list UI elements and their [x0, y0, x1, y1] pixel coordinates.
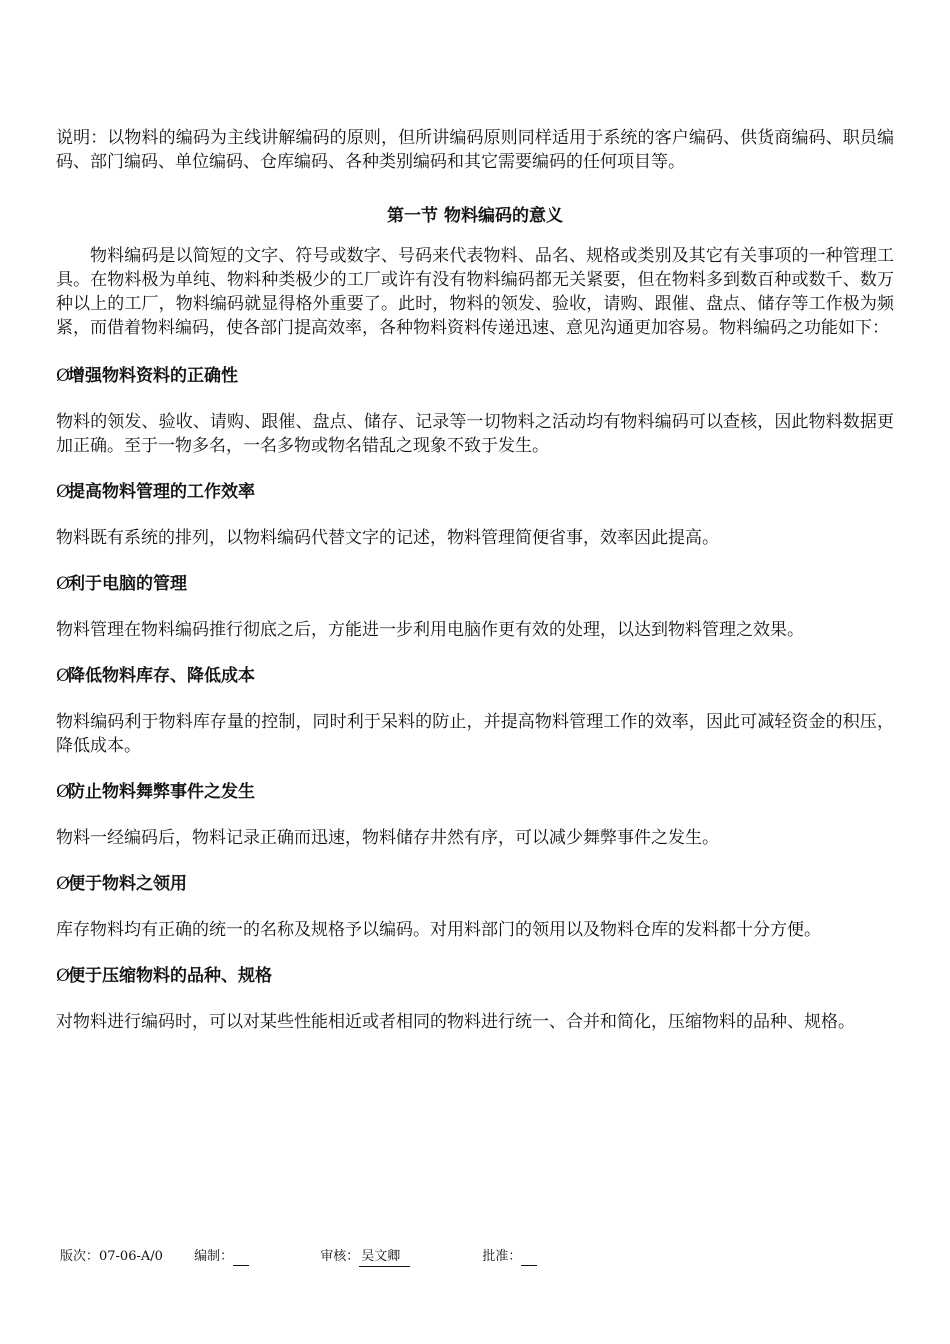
intro-note: 说明：以物料的编码为主线讲解编码的原则，但所讲编码原则同样适用于系统的客户编码、供货商编码、职员编码、部门编码、单位编码、仓库编码、各种类别编码和其它需要编码的任何项目等。 — [56, 128, 894, 172]
bullet-symbol: Ø — [56, 966, 70, 986]
bullet-symbol: Ø — [56, 482, 70, 502]
function-body: 库存物料均有正确的统一的名称及规格予以编码。对用料部门的领用以及物料仓库的发料都十分方便。 — [56, 920, 821, 940]
function-heading — [56, 480, 894, 504]
function-item — [56, 664, 894, 758]
function-heading — [56, 572, 894, 596]
function-heading-text: 便于压缩物料的品种、规格 — [68, 966, 272, 986]
approve-blank — [521, 1251, 537, 1266]
prepared-by — [194, 1248, 316, 1266]
function-item — [56, 780, 894, 850]
bullet-symbol: Ø — [56, 574, 70, 594]
function-item — [56, 572, 894, 642]
reviewer-name: 吴文卿 — [359, 1248, 410, 1267]
section-title: 第一节 物料编码的意义 — [387, 206, 563, 226]
bullet-symbol: Ø — [56, 782, 70, 802]
bullet-symbol: Ø — [56, 874, 70, 894]
function-heading-text: 提高物料管理的工作效率 — [68, 482, 255, 502]
function-item — [56, 364, 894, 458]
approve-label: 批准： — [482, 1249, 522, 1264]
function-item — [56, 480, 894, 550]
function-heading — [56, 964, 894, 988]
function-item — [56, 872, 894, 942]
review-label: 审核： — [320, 1249, 360, 1264]
overview-paragraph: 物料编码是以简短的文字、符号或数字、号码来代表物料、品名、规格或类别及其它有关事项的一种管理工具。在物料极为单纯、物料种类极少的工厂或许有没有物料编码都无关紧要，但在物料多到数百种或数千、数万种以上的工厂，物料编码就显得格外重要了。此时，物料的领发、验收，请购、跟催、盘点、储存等工作极为频紧，而借着物料编码，使各部门提高效率，各种物料资料传递迅速、意见沟通更加容易。物料编码之功能如下： — [56, 246, 894, 338]
approved-by — [482, 1248, 537, 1266]
document-footer — [60, 1248, 537, 1267]
function-heading — [56, 664, 894, 688]
document-body — [56, 126, 894, 1056]
function-heading-text: 增强物料资料的正确性 — [68, 366, 238, 386]
function-heading-text: 便于物料之领用 — [68, 874, 187, 894]
function-heading-text: 利于电脑的管理 — [68, 574, 187, 594]
reviewed-by — [320, 1248, 478, 1267]
function-heading — [56, 872, 894, 896]
function-heading-text: 防止物料舞弊事件之发生 — [68, 782, 255, 802]
prepared-blank — [233, 1251, 249, 1266]
version-label: 版次：07-06-A/0 — [60, 1249, 163, 1264]
function-body: 物料编码利于物料库存量的控制，同时利于呆料的防止，并提高物料管理工作的效率，因此可减轻资金的积压，降低成本。 — [56, 712, 894, 756]
function-item — [56, 964, 894, 1034]
function-body: 对物料进行编码时，可以对某些性能相近或者相同的物料进行统一、合并和简化，压缩物料的品种、规格。 — [56, 1012, 855, 1032]
bullet-symbol: Ø — [56, 666, 70, 686]
function-heading-text: 降低物料库存、降低成本 — [68, 666, 255, 686]
function-heading — [56, 780, 894, 804]
function-body: 物料一经编码后，物料记录正确而迅速，物料储存井然有序，可以减少舞弊事件之发生。 — [56, 828, 719, 848]
prepared-label: 编制： — [194, 1249, 234, 1264]
function-body: 物料的领发、验收、请购、跟催、盘点、储存、记录等一切物料之活动均有物料编码可以查核，因此物料数据更加正确。至于一物多名，一名多物或物名错乱之现象不致于发生。 — [56, 412, 894, 456]
function-body: 物料管理在物料编码推行彻底之后，方能进一步利用电脑作更有效的处理，以达到物料管理之效果。 — [56, 620, 804, 640]
function-heading — [56, 364, 894, 388]
function-body: 物料既有系统的排列，以物料编码代替文字的记述，物料管理简便省事，效率因此提高。 — [56, 528, 719, 548]
bullet-symbol: Ø — [56, 366, 70, 386]
function-list — [56, 364, 894, 1034]
